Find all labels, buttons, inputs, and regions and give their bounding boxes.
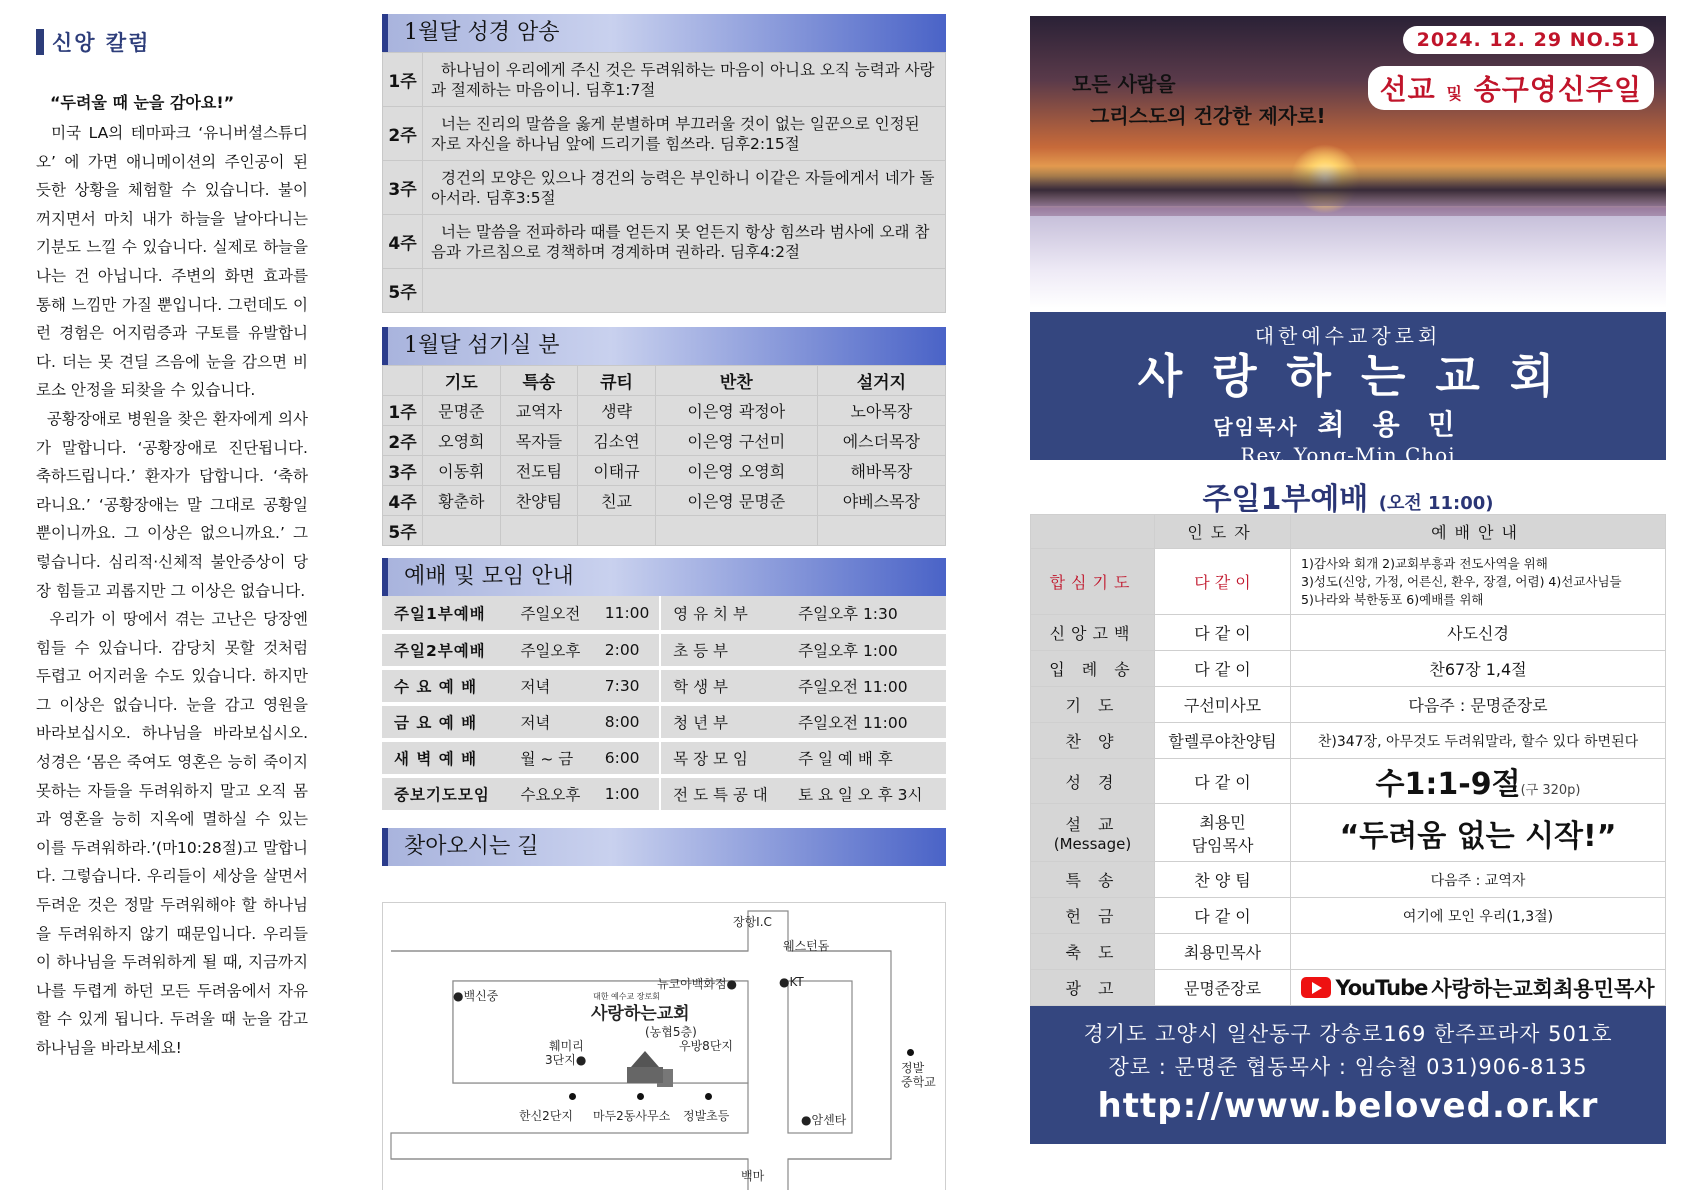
order-guide: 사도신경 [1291,615,1666,651]
schedule-row [382,596,946,632]
order-leader: 다 같 이 [1155,898,1291,934]
map-dot [705,1093,712,1100]
pastor-label: 담임목사 [1213,415,1299,439]
schedule-dept: 영 유 치 부 [661,596,786,632]
order-leader: 다 같 이 [1155,651,1291,687]
heading-bar [36,29,44,55]
service-time: (오전 11:00) [1378,493,1494,514]
order-of-worship [1030,514,1666,1006]
order-item: 축 도 [1031,934,1155,970]
order-row [1031,804,1666,862]
serve-cell [500,516,578,546]
order-item: 찬 양 [1031,723,1155,759]
schedule-time: 11:00 [593,596,659,632]
schedule-dept: 초 등 부 [661,632,786,668]
serve-row [383,456,946,486]
serve-cell: 김소연 [578,426,656,456]
verse-text: 경건의 모양은 있으나 경건의 능력은 부인하니 이같은 자들에게서 네가 돌아서라. 딤후3:5절 [423,161,946,215]
serve-cell: 이동휘 [423,456,501,486]
map-label: 3단지● [545,1053,587,1067]
schedule-dept-time: 주일오전 11:00 [786,668,946,704]
verse-week: 2주 [383,107,423,161]
column-body: 미국 LA의 테마파크 ‘유니버셜스튜디오’ 에 가면 애니메이션의 주인공이 된 듯한 상황을 체험할 수 있습니다. 불이 꺼지면서 마치 내가 하늘을 날아다니는 기분도 느낄 수 있습니다. 실제로 하늘을 나는 건 아닙니다. 주변의 화면 효과를 통해 느낌만 가질 뿐입니다. 그런데도 이런 경험은 어지럼증과 구토를 유발합니다. 더는 못 견딜 즈음에 눈을 감으면 비로소 안정을 되찾을 수 있습니다. 공황장애로 병원을 찾은 환자에게 의사가 말합니다. ‘공황장애로 진단됩니다. 축하드립니다.’ 환자가 답합니다. ‘축하라니요.’ ‘공황장애는 말 그대로 공황일 뿐이니까요. 그 이상은 없으니까요.’ 그렇습니다. 심리적·신체적 불안증상이 당장 힘들고 괴롭지만 그 이상은 없습니다. 우리가 이 땅에서 겪는 고난은 당장엔 힘들 수 있습니다. 감당치 못할 것처럼 두렵고 어지러울 수도 있습니다. 하지만 그 이상은 없습니다. 눈을 감고 영원을 바라보십시오. 하나님을 바라보십시오. 성경은 ‘몸은 죽여도 영혼은 능히 죽이지 못하는 자들을 두려워하지 말고 오직 몸과 영혼을 능히 지옥에 멸하실 수 있는 이를 두려워하라.’(마10:28절)고 말합니다. 그렇습니다. 우리들이 세상을 살면서 두려운 것은 정말 두려워해야 할 하나님을 두려워하지 않기 때문입니다. 우리들이 하나님을 두려워하게 될 때, 지금까지 나를 두렵게 하던 모든 두려움에서 자유할 수 있게 됩니다. 두려울 때 눈을 감고 하나님을 바라보세요! [36,124,308,1057]
youtube-word: YouTube [1335,975,1428,1000]
order-header-guide: 예배안내 [1291,515,1666,549]
address: 경기도 고양시 일산동구 강송로169 한주프라자 501호 [1083,1022,1613,1046]
snow-field [1030,216,1666,308]
map-label: 정발 [901,1061,925,1075]
map-label: 정발초등 [683,1109,730,1123]
serve-cell: 이은영 구선미 [655,426,817,456]
serve-row [383,516,946,546]
serve-cell [423,516,501,546]
order-row [1031,759,1666,804]
sunday-theme [1368,66,1654,110]
schedule-dept-time: 주 일 예 배 후 [786,740,946,776]
map-label: (농협5층) [645,1025,697,1039]
right-column [1030,16,1666,1144]
schedule-when: 수요오후 [508,776,592,812]
order-guide: 다음주 : 교역자 [1291,862,1666,898]
verse-week: 3주 [383,161,423,215]
order-row [1031,970,1666,1006]
order-guide: 찬)347장, 아무것도 두려워말라, 할수 있다 하면된다 [1291,723,1666,759]
schedule-row [382,668,946,704]
map-dot [907,1049,914,1056]
sermon-item [1031,804,1155,862]
serve-cell: 교역자 [500,396,578,426]
scripture-note: (구 320p) [1520,783,1581,798]
theme-and: 및 [1446,84,1463,103]
serve-cell: 생략 [578,396,656,426]
verse-row [383,107,946,161]
serve-header: 큐티 [578,366,656,396]
order-guide: 다음주 : 문명준장로 [1291,687,1666,723]
church-banner [1030,312,1666,467]
map-label: ●KT [779,975,804,989]
order-header [1031,515,1666,549]
map-label: 웨스턴돔 [783,939,830,953]
slogan-line2: 그리스도의 건강한 제자로! [1090,104,1326,128]
schedule-row [382,740,946,776]
verse-row [383,53,946,107]
prayer-list: 1)감사와 회개 2)교회부흥과 전도사역을 위해 3)성도(신앙, 가정, 어른신, 환우, 장결, 어렴) 4)선교사님들 5)나라와 북한동포 6)예배를 위해 [1291,549,1666,615]
map-church-label: 사랑하는교회 [591,1004,690,1024]
bulletin-date: 2024. 12. 29 NO.51 [1403,26,1654,54]
schedule-time: 1:00 [593,776,659,812]
schedule-time: 7:30 [593,668,659,704]
map-label: ●백신중 [453,989,499,1003]
youtube-channel[interactable] [1291,970,1666,1006]
schedule-dept-time: 주일오전 11:00 [786,704,946,740]
map-label: 장항I.C [733,915,772,929]
map-label: 백마 [741,1169,765,1183]
order-item: 성 경 [1031,759,1155,804]
schedule-dept: 목 장 모 임 [661,740,786,776]
serve-header: 기도 [423,366,501,396]
location-map [382,902,946,1190]
order-guide [1291,934,1666,970]
column-title: “두려울 때 눈을 감아요!” [50,93,235,112]
serve-cell [655,516,817,546]
pastor-name: 최용민 [1317,408,1483,441]
verse-text [423,269,946,313]
verses-heading: 1월달 성경 암송 [382,14,946,52]
serve-row [383,486,946,516]
serve-week: 4주 [383,486,423,516]
faith-column [36,26,308,1063]
serve-row [383,426,946,456]
pastor-line [1030,403,1666,443]
serve-week: 2주 [383,426,423,456]
schedule-row [382,632,946,668]
theme-part: 송구영신주일 [1473,73,1642,106]
map-label: 마두2동사무소 [593,1109,671,1123]
serve-header: 반찬 [655,366,817,396]
church-footer [1030,1006,1666,1144]
schedule-dept-time: 주일오후 1:30 [786,596,946,632]
map-roads [383,903,945,1190]
order-item: 헌 금 [1031,898,1155,934]
website-url[interactable]: http://www.beloved.or.kr [1097,1086,1599,1126]
verses-table [382,52,946,313]
schedule-dept: 학 생 부 [661,668,786,704]
map-label: 한신2단지 [519,1109,574,1123]
preacher-title: 담임목사 [1191,835,1254,855]
church-name: 사랑하는교회 [1137,349,1585,403]
schedule-heading: 예배 및 모임 안내 [382,558,946,596]
schedule-dept-time: 주일오후 1:00 [786,632,946,668]
serve-heading: 1월달 섬기실 분 [382,327,946,365]
serve-cell: 해바목장 [817,456,945,486]
pastor-english: Rev. Yong-Min Choi [1240,443,1456,467]
schedule-name: 금 요 예 배 [382,704,508,740]
serve-header: 특송 [500,366,578,396]
order-row [1031,651,1666,687]
serve-cell [578,516,656,546]
order-item: 신앙고백 [1031,615,1155,651]
verse-row [383,215,946,269]
order-row [1031,687,1666,723]
scripture [1291,759,1666,804]
map-label: 훼미리 [549,1039,584,1053]
order-item: 특 송 [1031,862,1155,898]
schedule-when: 주일오후 [508,632,592,668]
verse-row [383,161,946,215]
map-label: ●암센타 [801,1113,847,1127]
order-leader: 다 같 이 [1155,759,1291,804]
verse-week: 5주 [383,269,423,313]
column-heading-text: 신앙 칼럼 [52,31,151,55]
order-guide: 찬67장 1,4절 [1291,651,1666,687]
schedule-name: 주일2부예배 [382,632,508,668]
serve-cell: 야베스목장 [817,486,945,516]
order-item: 기 도 [1031,687,1155,723]
serve-cell: 문명준 [423,396,501,426]
service-title [1030,474,1666,517]
youtube-icon [1301,977,1331,998]
serve-cell: 이태규 [578,456,656,486]
map-heading: 찾아오시는 길 [382,828,946,866]
serve-cell: 에스더목장 [817,426,945,456]
serve-cell [817,516,945,546]
order-row [1031,934,1666,970]
order-header-leader: 인도자 [1155,515,1291,549]
schedule-when: 주일오전 [508,596,592,632]
message-label: (Message) [1053,835,1132,853]
serve-cell: 이은영 문명준 [655,486,817,516]
schedule-row [382,776,946,812]
schedule-table [382,596,946,814]
order-leader: 구선미사모 [1155,687,1291,723]
verse-text: 너는 말씀을 전파하라 때를 얻든지 못 얻든지 항상 힘쓰라 범사에 오래 참음과 가르침으로 경책하며 경계하며 권하라. 딤후4:2절 [423,215,946,269]
serve-cell: 전도팀 [500,456,578,486]
serve-table [382,365,946,546]
order-guide: 여기에 모인 우리(1,3절) [1291,898,1666,934]
verse-week: 1주 [383,53,423,107]
map-dot [637,1093,644,1100]
schedule-when: 월 ~ 금 [508,740,592,776]
schedule-dept: 청 년 부 [661,704,786,740]
schedule-time: 6:00 [593,740,659,776]
middle-column [382,14,946,1190]
hero-sunset-image [1030,16,1666,308]
serve-row [383,396,946,426]
order-leader: 최용민목사 [1155,934,1291,970]
contacts: 장로 : 문명준 협동목사 : 임승철 031)906-8135 [1108,1055,1588,1079]
sermon-title: “두려움 없는 시작!” [1291,804,1666,862]
order-leader: 문명준장로 [1155,970,1291,1006]
map-label: 우방8단지 [679,1039,734,1053]
schedule-name: 수 요 예 배 [382,668,508,704]
schedule-time: 8:00 [593,704,659,740]
order-leader: 찬 양 팀 [1155,862,1291,898]
youtube-channel-name: 사랑하는교회최용민목사 [1431,976,1655,1001]
scripture-ref: 수1:1-9절 [1375,767,1521,802]
schedule-name: 새 벽 예 배 [382,740,508,776]
serve-cell: 이은영 곽정아 [655,396,817,426]
serve-cell: 이은영 오영희 [655,456,817,486]
order-leader: 다 같 이 [1155,549,1291,615]
column-heading [36,26,308,58]
serve-cell: 오영희 [423,426,501,456]
verse-row [383,269,946,313]
schedule-time: 2:00 [593,632,659,668]
order-row [1031,898,1666,934]
order-item: 합심기도 [1031,549,1155,615]
serve-cell: 목자들 [500,426,578,456]
map-label: 중학교 [901,1075,936,1089]
schedule-when: 저녁 [508,704,592,740]
verse-text: 너는 진리의 말씀을 옳게 분별하며 부끄러울 것이 없는 일꾼으로 인정된 자로 자신을 하나님 앞에 드리기를 힘쓰라. 딤후2:15절 [423,107,946,161]
serve-header-row [383,366,946,396]
order-row [1031,862,1666,898]
slogan-line1: 모든 사람을 [1072,72,1176,96]
order-item: 설 교 [1065,815,1120,834]
schedule-name: 중보기도모임 [382,776,508,812]
serve-header: 설거지 [817,366,945,396]
treeline [1030,166,1666,206]
order-leader: 할렐루야찬양팀 [1155,723,1291,759]
verse-week: 4주 [383,215,423,269]
order-row [1031,549,1666,615]
theme-part: 선교 [1379,73,1436,106]
order-item: 광 고 [1031,970,1155,1006]
serve-cell: 노아목장 [817,396,945,426]
map-dot [569,1093,576,1100]
service-name: 주일1부예배 [1202,482,1369,517]
map-label: 뉴코아백화점● [657,977,738,991]
order-corner [1031,515,1155,549]
preacher [1155,804,1291,862]
order-row [1031,615,1666,651]
order-row [1031,723,1666,759]
schedule-dept: 전 도 특 공 대 [661,776,786,812]
schedule-name: 주일1부예배 [382,596,508,632]
denomination: 대한예수교장로회 [1254,324,1442,348]
order-leader: 다 같 이 [1155,615,1291,651]
serve-week: 3주 [383,456,423,486]
order-item: 입 례 송 [1031,651,1155,687]
schedule-row [382,704,946,740]
verse-text: 하나님이 우리에게 주신 것은 두려워하는 마음이 아니요 오직 능력과 사랑과 절제하는 마음이니. 딤후1:7절 [423,53,946,107]
order-leader: 최용민 [1199,812,1246,832]
map-label: 대한 예수교 장로회 [593,992,660,1001]
serve-week: 5주 [383,516,423,546]
serve-corner [383,366,423,396]
serve-cell: 친교 [578,486,656,516]
serve-week: 1주 [383,396,423,426]
serve-cell: 찬양팀 [500,486,578,516]
schedule-when: 저녁 [508,668,592,704]
schedule-dept-time: 토 요 일 오 후 3시 [786,776,946,812]
serve-cell: 황춘하 [423,486,501,516]
